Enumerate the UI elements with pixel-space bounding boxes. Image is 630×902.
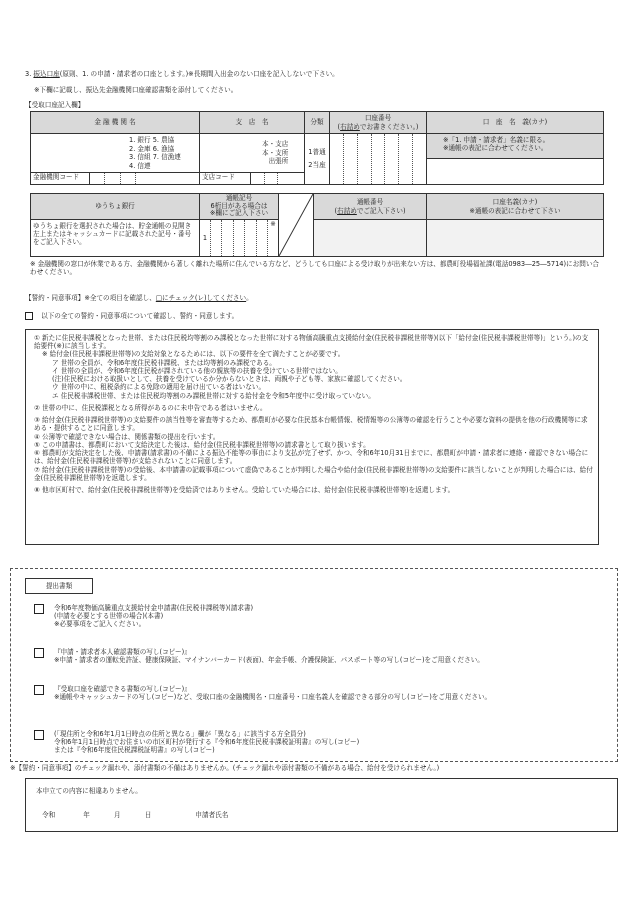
pledge-item-u: ウ 世帯の中に、租税条約による免除の適用を届け出ている者はいない。 xyxy=(52,383,266,392)
account-type-ordinary[interactable]: 1普通 xyxy=(308,147,326,156)
pledge-item-3: ③ 給付金(住民税非課税世帯等)の支給要件の該当性等を審査等するため、都農町が必要な住民基本台帳情報、税情報等の公簿等の確認を行うことや必要な資料の提供を他の行政機関等に求める・提供することに同意します。 xyxy=(34,416,588,433)
documents-label: 提出書類 xyxy=(25,578,93,594)
footer-note: ※【誓約・同意事項】のチェック漏れや、添付書類の不備はありませんか。(チェック漏れや添付書類の不備がある場合、給付を受けられません。) xyxy=(10,764,440,772)
branch-code-label: 支店コード xyxy=(200,173,251,184)
pledge-item-note: ※ 給付金(住民税非課税世帯等)の支給対象となるためには、以下の要件を全て満たすことが必要です。 xyxy=(42,350,345,359)
pledge-item-2: ② 世帯の中に、住民税課税となる所得があるのに未申告である者はいません。 xyxy=(34,403,267,412)
account-number-boxes[interactable] xyxy=(330,134,427,185)
doc-1-line-2: ※必要事項をご記入ください。 xyxy=(54,620,146,629)
section3-title: 振込口座 xyxy=(33,70,60,78)
yucho-symbol-one: 1 xyxy=(202,234,208,242)
confirm-text: 本申立ての内容に相違ありません。 xyxy=(36,787,142,795)
confirm-date-row[interactable] xyxy=(42,811,442,819)
diagonal-line xyxy=(279,194,313,256)
account-type-current[interactable]: 2当座 xyxy=(308,161,326,169)
pledge-item-note2: (注)住民税における取扱いとして、扶養を受けているか分からないときは、両親や子ども等、家族に確認してください。 xyxy=(52,375,407,384)
bank-code-label: 金融機関コード xyxy=(31,173,90,184)
pledge-item-8: ⑧ 他市区町村で、給付金(住民税非課税世帯等)を受給済ではありません。受給していた場合には、給付金(住民税非課税世帯等)を返還します。 xyxy=(34,485,455,494)
doc-4-line-1: 令和6年1月1日時点でお住まいの市区町村が発行する『令和6年度住民税非課税証明書』の写し(コピー) xyxy=(54,738,360,747)
pledge-item-4: ④ 公簿等で確認できない場合は、関係書類の提出を行います。 xyxy=(34,432,220,441)
holder-name-notes: ※「1. 申請・請求者」名義に限る。 ※通帳の表記に合わせてください。 xyxy=(427,134,603,159)
confirm-day: 日 xyxy=(144,811,152,819)
yucho-bank-header: ゆうちょ銀行 xyxy=(31,194,200,220)
section3-note: ※下欄に記載し、振込先金融機関口座確認書類を添付してください。 xyxy=(34,86,238,94)
yucho-holder-header: 口座名義(カナ) ※通帳の表記に合わせて下さい xyxy=(427,194,604,220)
branch-type-list: 本・支店 本・支所 出張所 xyxy=(262,140,289,166)
account-type-cell[interactable] xyxy=(305,134,330,185)
doc-1-checkbox[interactable] xyxy=(34,604,44,614)
account-number-title: 口座番号 xyxy=(364,114,392,123)
account-number-sub: (右詰めでお書きください。) xyxy=(337,122,419,131)
doc-2-checkbox[interactable] xyxy=(34,648,44,658)
yucho-description: ゆうちょ銀行を選択された場合は、貯金通帳の見開き左上またはキャッシュカードに記載された記号・番号をご記入下さい。 xyxy=(31,220,200,257)
doc-1-line-1: (申請を必要とする世帯の場合)(本書) xyxy=(54,612,164,621)
doc-item-4[interactable] xyxy=(34,730,594,755)
bank-type-list: 1. 銀行 5. 農協 2. 金庫 6. 漁協 3. 信組 7. 信漁連 4. 信連 xyxy=(129,136,181,170)
yucho-holder-cell[interactable] xyxy=(427,220,604,257)
pledge-label: 【誓約・同意事項】 xyxy=(25,294,85,302)
branch-name-header: 支 店 名 xyxy=(200,112,305,134)
doc-4-line-2: または『令和6年度住民税課税証明書』の写し(コピー) xyxy=(54,746,215,755)
distance-note: ※ 金融機関の窓口が休業である方、金融機関から著しく離れた場所に住んでいる方など、どうしても口座による受け取りが出来ない方は、都農町役場福祉課(電話0983―25―5714)にお問い合わせください。 xyxy=(30,260,600,277)
holder-name-cell[interactable] xyxy=(427,134,604,185)
confirm-era: 令和 xyxy=(42,811,56,819)
pledge-item-a: ア 世帯の全員が、令和6年度住民税非課税、または均等割のみ課税である。 xyxy=(52,358,276,367)
applicant-name-label: 申請者氏名 xyxy=(195,811,229,819)
doc-1-title: 令和6年度物価高騰重点支援給付金申請書(住民税非課税等)(請求書) xyxy=(54,604,254,612)
section3-description: (原則、1. の申請・請求者の口座とします。)※長期間入出金のない口座を記入しないで下さい。 xyxy=(59,70,339,78)
pledge-items-box xyxy=(25,329,599,545)
doc-3-checkbox[interactable] xyxy=(34,685,44,695)
pledge-heading: 【誓約・同意事項】※全ての項目を確認し、□にチェック(レ)してください。 xyxy=(25,294,253,302)
doc-item-2[interactable] xyxy=(34,648,594,664)
yucho-number-header: 通帳番号 (右詰めでご記入下さい) xyxy=(314,194,427,220)
confirm-box xyxy=(25,778,618,832)
bank-account-table xyxy=(30,111,604,185)
yucho-divider-cell xyxy=(279,194,314,257)
doc-2-title: 『申請・請求者本人確認書類の写し(コピー)』 xyxy=(54,648,191,656)
pledge-item-5: ⑤ この申請書は、都農町において支給決定した後は、給付金(住民税非課税世帯等)の請求書として取り扱います。 xyxy=(34,440,370,449)
branch-code-boxes[interactable] xyxy=(251,173,291,184)
pledge-item-1: ① 新たに住民税非課税となった世帯、または住民税均等割のみ課税となった世帯に対する物価高騰重点支援給付金(住民税非課税世帯等)(以下「給付金(住民税非課税世帯等)」という。)の支給要件(※)に該当します。 xyxy=(34,334,589,351)
account-entry-label: 【受取口座記入欄】 xyxy=(25,101,85,109)
section3-number: 3. xyxy=(25,70,32,78)
doc-item-1[interactable] xyxy=(34,604,594,629)
yucho-symbol-header: 通帳記号 6桁目がある場合は ※欄にご記入下さい xyxy=(200,194,279,220)
pledge-item-e: エ 住民税非課税世帯、または住民税均等割のみ課税世帯に対する給付金を令和5年度中に受け取っていない。 xyxy=(52,391,375,400)
holder-name-header: 口 座 名 義(カナ) xyxy=(427,112,604,134)
yucho-number-boxes[interactable] xyxy=(314,220,427,257)
bank-code-boxes[interactable] xyxy=(90,173,150,184)
doc-item-3[interactable] xyxy=(34,685,594,701)
confirm-month: 月 xyxy=(114,811,121,819)
bank-name-cell[interactable] xyxy=(31,134,200,185)
account-type-header: 分類 xyxy=(305,112,330,134)
yucho-bank-table xyxy=(30,193,604,257)
doc-4-title: (「現住所と令和6年1月1日時点の住所と異なる」欄が「異なる」に該当する方全員分) xyxy=(54,730,306,738)
doc-4-checkbox[interactable] xyxy=(34,730,44,740)
doc-3-title: 『受取口座を確認できる書類の写し(コピー)』 xyxy=(54,685,191,693)
pledge-agree-text: 以下の全ての誓約・同意事項について確認し、誓約・同意します。 xyxy=(41,312,239,320)
pledge-item-7: ⑦ 給付金(住民税非課税世帯等)の受給後、本申請書の記載事項について虚偽であることが判明した場合や給付金(住民税非課税世帯等)の支給要件に該当しないことが判明した場合には、給付金(住民税非課税世帯等)を返還します。 xyxy=(34,465,593,482)
yucho-symbol-boxes[interactable] xyxy=(200,220,279,257)
pledge-agree-row[interactable] xyxy=(25,312,238,320)
pledge-agree-checkbox[interactable] xyxy=(25,312,33,320)
section3-heading xyxy=(25,70,615,78)
branch-name-cell[interactable] xyxy=(200,134,305,185)
bank-name-header: 金 融 機 関 名 xyxy=(31,112,200,134)
pledge-item-i: イ 世帯の全員が、令和6年度住民税が課されている他の親族等の扶養を受けている世帯ではない。 xyxy=(52,366,342,375)
doc-3-line-1: ※通帳やキャッシュカードの写し(コピー)など、受取口座の金融機関名・口座番号・口座名義人を確認できる部分の写し(コピー)をご用意ください。 xyxy=(54,693,492,702)
yucho-symbol-star: ※ xyxy=(267,220,278,256)
doc-2-line-1: ※申請・請求者の運転免許証、健康保険証、マイナンバーカード(表面)、年金手帳、介護保険証、パスポート等の写し(コピー)をご用意ください。 xyxy=(54,656,484,665)
pledge-item-6: ⑥ 都農町が支給決定をした後、申請書(請求書)の不備による振込不能等の事由により支払が完了せず、かつ、令和6年10月31日までに、都農町が申請・請求者に連絡・確認できない場合には、給付金(住民税非課税世帯等)が支給されないことに同意します。 xyxy=(34,449,589,466)
confirm-year: 年 xyxy=(83,811,90,819)
account-number-header xyxy=(330,112,427,134)
